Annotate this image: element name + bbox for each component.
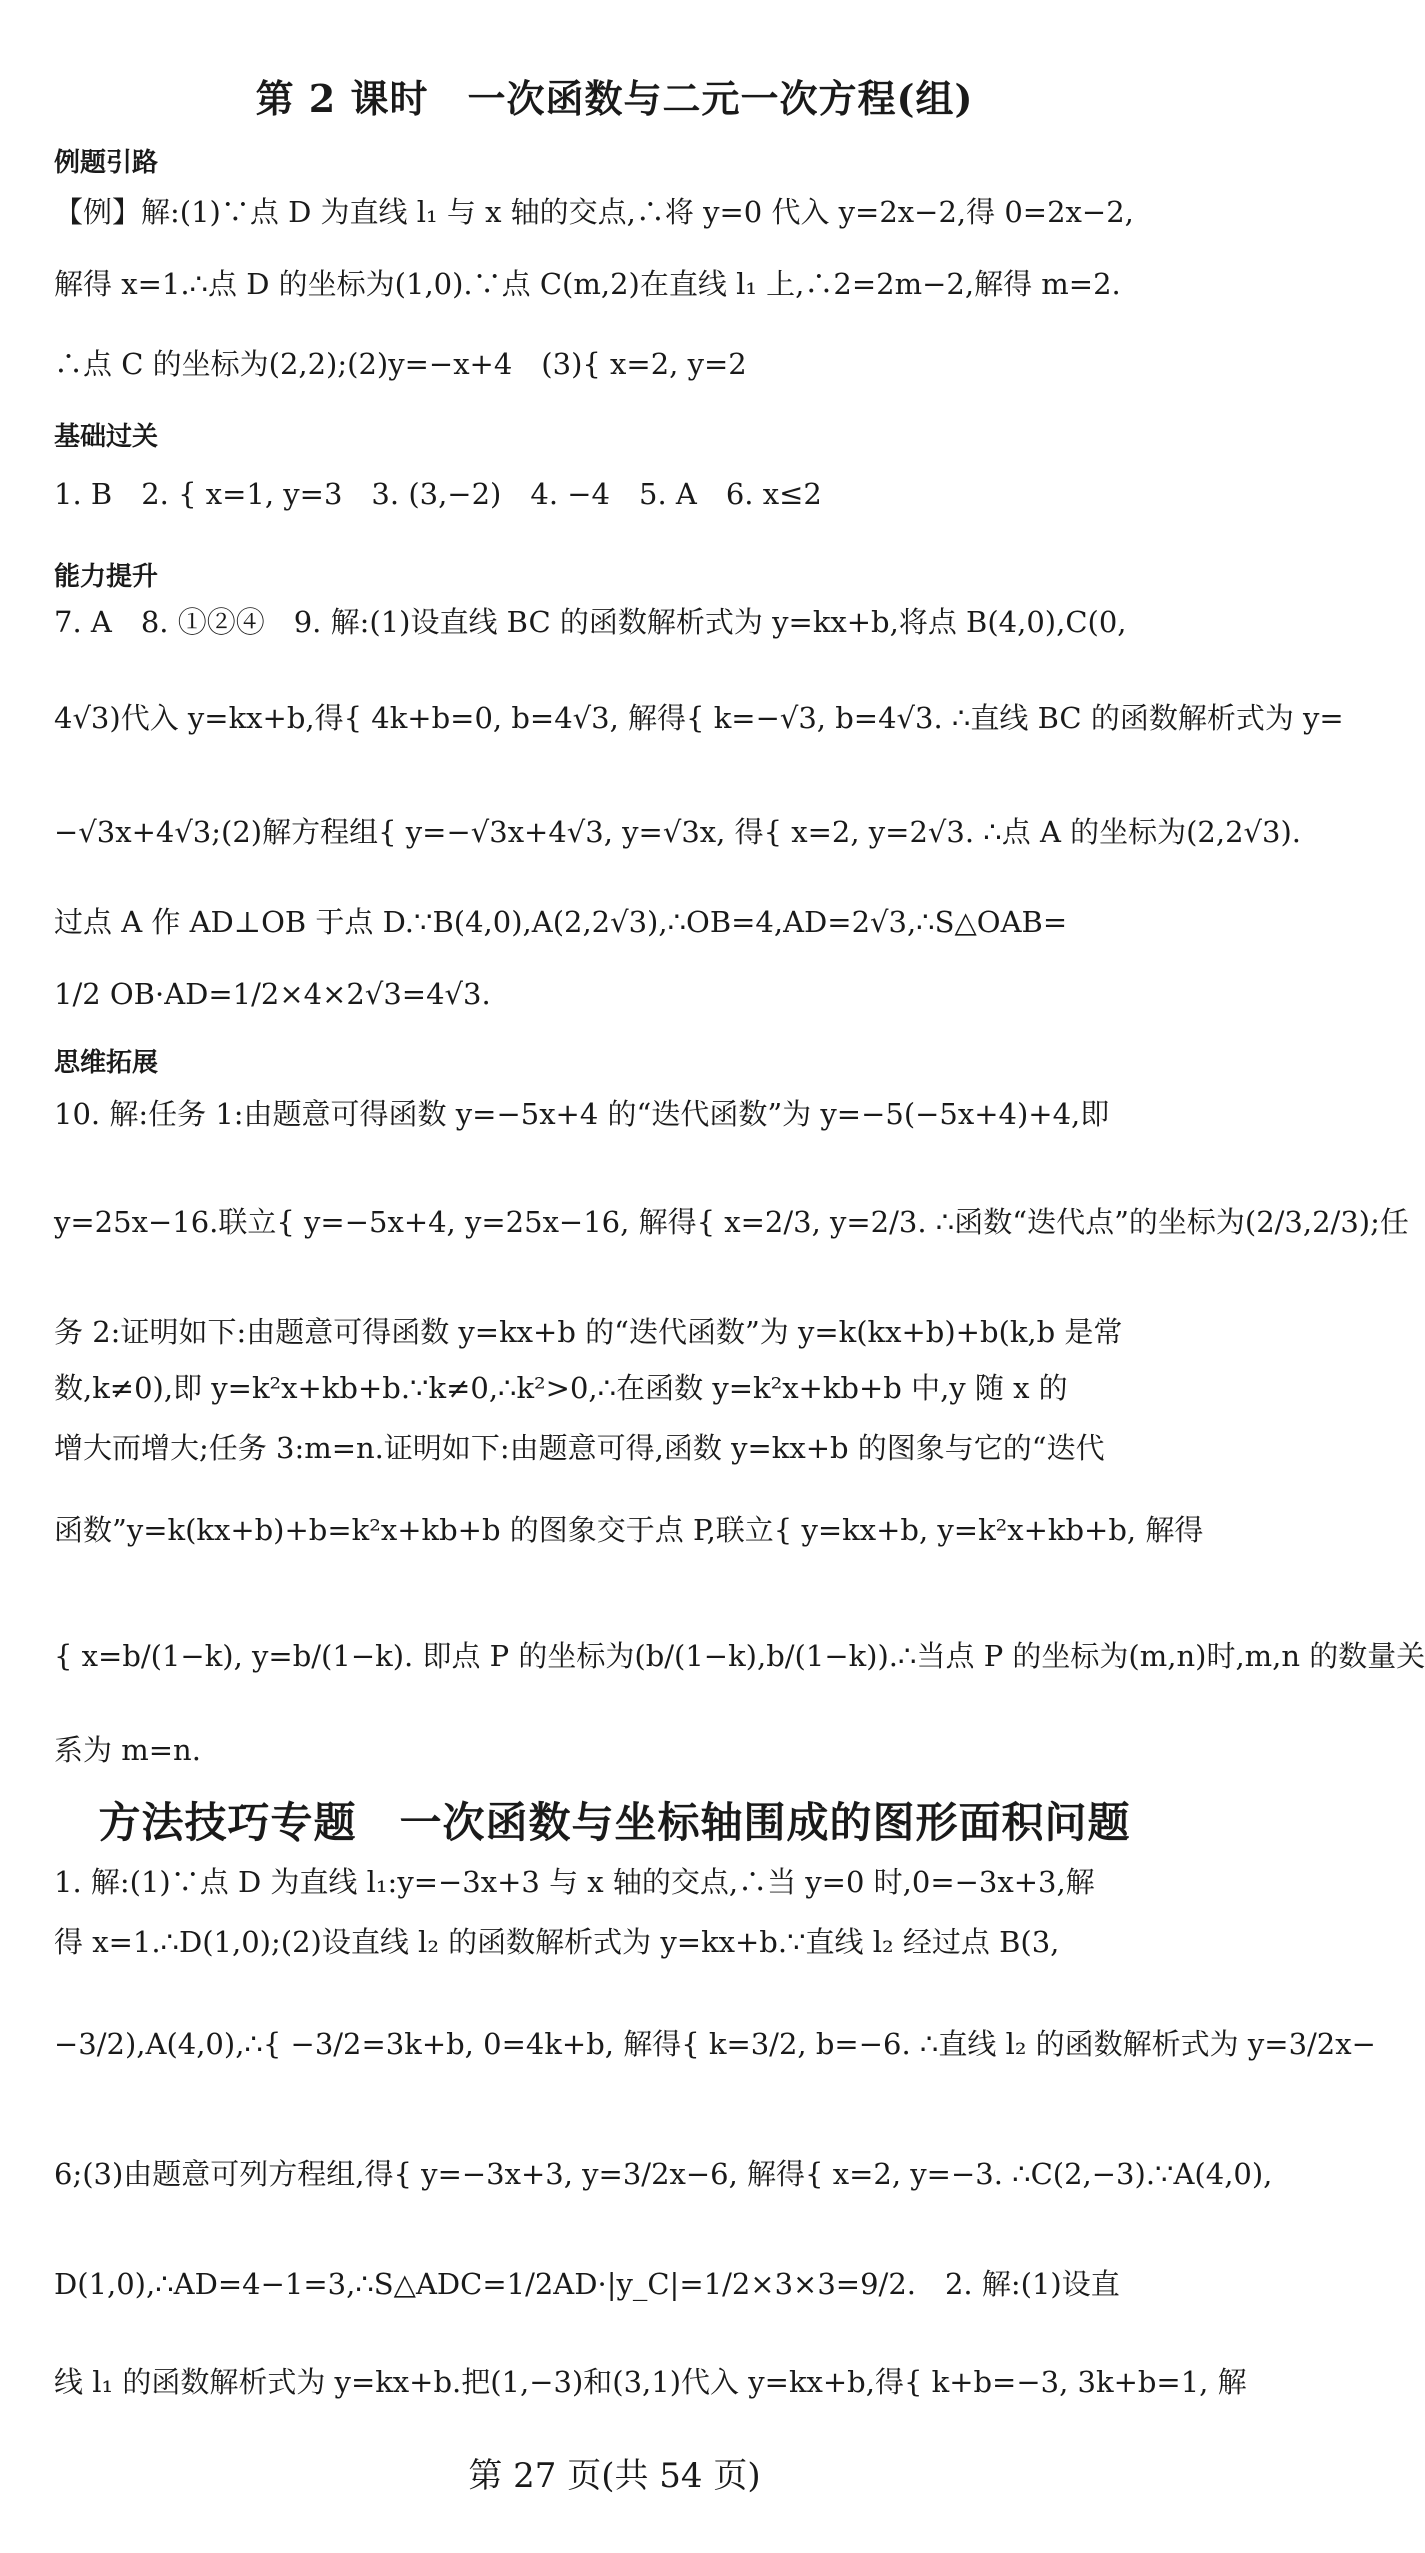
text-line: 4√3)代入 y=kx+b,得{ 4k+b=0, b=4√3, 解得{ k=−√3, b=4√3. ∴直线 BC 的函数解析式为 y= [54,701,1344,735]
text-line: 增大而增大;任务 3:m=n.证明如下:由题意可得,函数 y=kx+b 的图象与它的“迭代 [54,1431,1105,1465]
special-topic-title: 方法技巧专题 一次函数与坐标轴围成的图形面积问题 [98,1798,1131,1847]
text-line: 1. B 2. { x=1, y=3 3. (3,−2) 4. −4 5. A 6. x≤2 [54,477,822,511]
text-line: 1. 解:(1)∵点 D 为直线 l₁:y=−3x+3 与 x 轴的交点,∴当 y=0 时,0=−3x+3,解 [54,1865,1095,1899]
page-footer: 第 27 页(共 54 页) [468,2456,761,2496]
text-line: 务 2:证明如下:由题意可得函数 y=kx+b 的“迭代函数”为 y=k(kx+b)+b(k,b 是常 [54,1315,1123,1349]
text-line: 7. A 8. ①②④ 9. 解:(1)设直线 BC 的函数解析式为 y=kx+b,将点 B(4,0),C(0, [54,605,1127,639]
text-line: 系为 m=n. [54,1733,201,1767]
section-heading-ability: 能力提升 [54,562,159,592]
lesson-title: 第 2 课时 一次函数与二元一次方程(组) [255,76,974,121]
text-line: 解得 x=1.∴点 D 的坐标为(1,0).∵点 C(m,2)在直线 l₁ 上,∴2=2m−2,解得 m=2. [54,267,1121,301]
text-line: 得 x=1.∴D(1,0);(2)设直线 l₂ 的函数解析式为 y=kx+b.∵直线 l₂ 经过点 B(3, [54,1925,1060,1959]
text-line: y=25x−16.联立{ y=−5x+4, y=25x−16, 解得{ x=2/3, y=2/3. ∴函数“迭代点”的坐标为(2/3,2/3);任 [54,1205,1409,1239]
text-line: 数,k≠0),即 y=k²x+kb+b.∵k≠0,∴k²>0,∴在函数 y=k²x+kb+b 中,y 随 x 的 [54,1371,1068,1405]
section-heading-basics: 基础过关 [54,422,159,452]
text-line: D(1,0),∴AD=4−1=3,∴S△ADC=1/2AD·|y_C|=1/2×3×3=9/2. 2. 解:(1)设直 [54,2267,1120,2301]
text-line: 6;(3)由题意可列方程组,得{ y=−3x+3, y=3/2x−6, 解得{ x=2, y=−3. ∴C(2,−3).∵A(4,0), [54,2157,1273,2191]
text-line: −3/2),A(4,0),∴{ −3/2=3k+b, 0=4k+b, 解得{ k=3/2, b=−6. ∴直线 l₂ 的函数解析式为 y=3/2x− [54,2027,1376,2061]
text-line: ∴点 C 的坐标为(2,2);(2)y=−x+4 (3){ x=2, y=2 [54,347,747,381]
text-line: 线 l₁ 的函数解析式为 y=kx+b.把(1,−3)和(3,1)代入 y=kx+b,得{ k+b=−3, 3k+b=1, 解 [54,2365,1247,2399]
text-line: { x=b/(1−k), y=b/(1−k). 即点 P 的坐标为(b/(1−k),b/(1−k)).∴当点 P 的坐标为(m,n)时,m,n 的数量关 [54,1639,1425,1673]
text-line: 函数”y=k(kx+b)+b=k²x+kb+b 的图象交于点 P,联立{ y=kx+b, y=k²x+kb+b, 解得 [54,1513,1204,1547]
section-heading-examples: 例题引路 [54,148,159,178]
text-line: 1/2 OB·AD=1/2×4×2√3=4√3. [54,977,491,1011]
text-line: 10. 解:任务 1:由题意可得函数 y=−5x+4 的“迭代函数”为 y=−5(−5x+4)+4,即 [54,1097,1110,1131]
text-line: −√3x+4√3;(2)解方程组{ y=−√3x+4√3, y=√3x, 得{ x=2, y=2√3. ∴点 A 的坐标为(2,2√3). [54,815,1302,849]
section-heading-thinking: 思维拓展 [54,1048,159,1078]
text-line: 【例】解:(1)∵点 D 为直线 l₁ 与 x 轴的交点,∴将 y=0 代入 y=2x−2,得 0=2x−2, [54,195,1134,229]
text-line: 过点 A 作 AD⊥OB 于点 D.∵B(4,0),A(2,2√3),∴OB=4,AD=2√3,∴S△OAB= [54,905,1068,939]
